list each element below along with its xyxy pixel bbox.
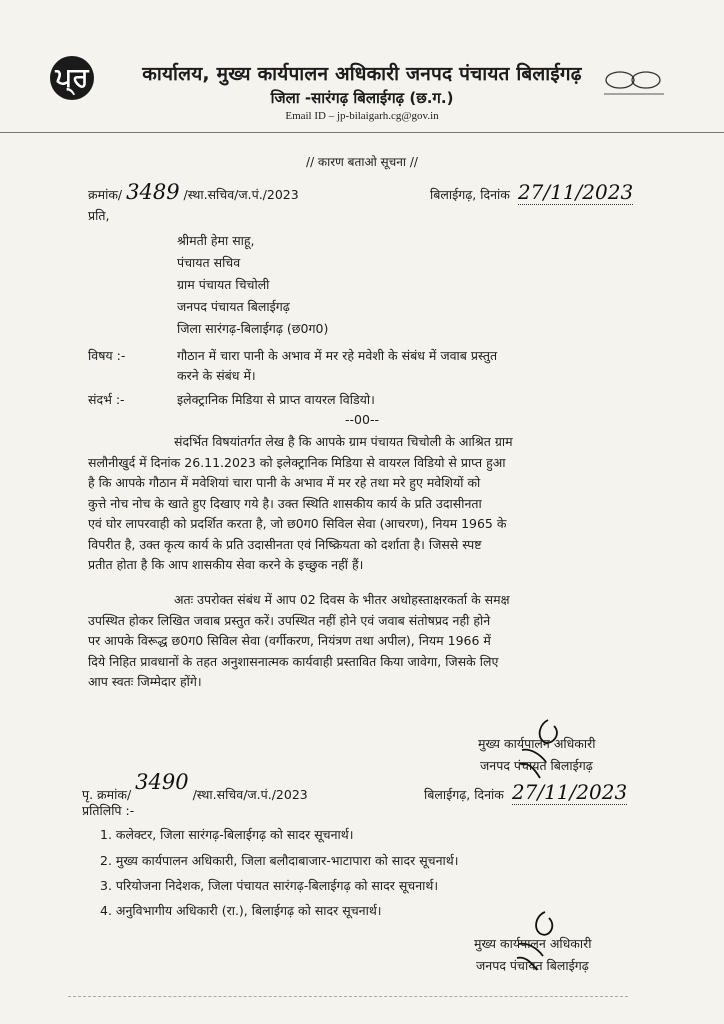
- date2-line: [424, 780, 627, 805]
- subject-text: गौठान में चारा पानी के अभाव में मर रहे मवेशी के संबंध में जवाब प्रस्तुत: [177, 348, 498, 363]
- body-paragraph-2: [88, 590, 636, 693]
- date-value: 27/11/2023: [517, 180, 634, 204]
- para-line: है कि आपके गौठान में मवेशियां चारा पानी के अभाव में मर रहे तथा मरे हुए मवेशियों को: [88, 475, 481, 490]
- kramank-label: क्रमांक/: [88, 187, 123, 202]
- copy-item: 2. मुख्य कार्यपालन अधिकारी, जिला बलौदाबाजार-भाटापारा को सादर सूचनार्थ।: [100, 853, 459, 868]
- para-line: सलौनीखुर्द में दिनांक 26.11.2023 को इलेक्ट्रानिक मिडिया से वायरल विडियो से प्राप्त हुआ: [88, 454, 506, 470]
- footer-divider: [68, 996, 628, 997]
- copy-item: 4. अनुविभागीय अधिकारी (रा.), बिलाईगढ़ को सादर सूचनार्थ।: [100, 903, 382, 918]
- address-line: श्रीमती हेमा साहू,: [177, 233, 255, 248]
- kramank2-line: [82, 770, 308, 804]
- copy-item: 1. कलेक्टर, जिला सारंगढ़-बिलाईगढ़ को सादर सूचनार्थ।: [100, 827, 354, 842]
- address-line: जिला सारंगढ़-बिलाईगढ़ (छ0ग0): [177, 321, 329, 336]
- office-title: कार्यालय, मुख्य कार्यपालन अधिकारी जनपद पंचायत बिलाईगढ़: [142, 63, 582, 85]
- para-line: आप स्वतः जिम्मेदार होंगे।: [88, 674, 202, 689]
- para-line: प्रतीत होता है कि आप शासकीय सेवा करने के इच्छुक नहीं हैं।: [88, 557, 364, 572]
- subject-text: करने के संबंध में।: [177, 368, 256, 383]
- signature-designation: मुख्य कार्यपालन अधिकारी: [478, 736, 596, 751]
- address-line: जनपद पंचायत बिलाईगढ़: [177, 299, 290, 314]
- reference-text: इलेक्ट्रानिक मिडिया से प्राप्त वायरल विडियो।: [177, 392, 375, 407]
- para-line: संदर्भित विषयांतर्गत लेख है कि आपके ग्राम पंचायत चिचोली के आश्रित ग्राम: [174, 434, 513, 449]
- date-label: बिलाईगढ़, दिनांक: [430, 187, 510, 202]
- kramank2-suffix: /स्था.सचिव/ज.पं./2023: [192, 787, 308, 802]
- address-line: ग्राम पंचायत चिचोली: [177, 277, 270, 292]
- signature-office: जनपद पंचायत बिलाईगढ़: [480, 758, 593, 773]
- kramank2-label: पृ. क्रमांक/: [82, 787, 132, 802]
- para-line: उपस्थित होकर लिखित जवाब प्रस्तुत करें। उपस्थित नहीं होने एवं जवाब संतोषप्रद नही होने: [88, 612, 491, 628]
- header-divider: [0, 132, 724, 133]
- reference-label: संदर्भ :-: [88, 392, 125, 407]
- copy-item: 3. परियोजना निदेशक, जिला पंचायत सारंगढ़-बिलाईगढ़ को सादर सूचनार्थ।: [100, 878, 439, 893]
- date-line: [430, 180, 633, 205]
- para-line: दिये निहित प्रावधानों के तहत अनुशासनात्मक कार्यवाही प्रस्तावित किया जावेगा, जिसके लिए: [88, 653, 499, 669]
- para-line: कुत्ते नोच नोच के खाते हुए दिखाए गये है। उक्त स्थिति शासकीय कार्य के प्रति उदासीनता: [88, 495, 482, 511]
- para-line: विपरीत है, उक्त कृत्य कार्य के प्रति उदासीनता एवं निष्क्रियता को दर्शाता है। जिससे स्पष्ट: [88, 536, 482, 552]
- separator: --00--: [345, 412, 379, 427]
- pratilipi-label: प्रतिलिपि :-: [82, 803, 135, 818]
- notice-title: // कारण बताओ सूचना //: [306, 155, 418, 169]
- district-line: जिला -सारंगढ़ बिलाईगढ़ (छ.ग.): [270, 89, 454, 107]
- date2-value: 27/11/2023: [511, 780, 628, 804]
- para-line: पर आपके विरूद्ध छ0ग0 सिविल सेवा (वर्गीकरण, नियंत्रण तथा अपील), नियम 1966 में: [88, 633, 491, 648]
- kramank2-number: 3490: [135, 770, 189, 794]
- para-line: अतः उपरोक्त संबंध में आप 02 दिवस के भीतर अधोहस्ताक्षरकर्ता के समक्ष: [174, 592, 510, 607]
- subject-label: विषय :-: [88, 348, 126, 363]
- date2-label: बिलाईगढ़, दिनांक: [424, 787, 504, 802]
- email-line: Email ID – jp-bilaigarh.cg@gov.in: [285, 110, 439, 122]
- body-paragraph-1: [88, 432, 636, 576]
- signature-office: जनपद पंचायत बिलाईगढ़: [476, 958, 589, 973]
- kramank-number: 3489: [126, 180, 180, 204]
- kramank-line: [88, 180, 299, 204]
- logo-glyph: ਪ੍ਰ: [55, 62, 89, 93]
- address-line: पंचायत सचिव: [177, 255, 241, 270]
- signature-designation: मुख्य कार्यपालन अधिकारी: [474, 936, 592, 951]
- prati-label: प्रति,: [88, 208, 110, 223]
- kramank-suffix: /स्था.सचिव/ज.पं./2023: [183, 187, 299, 202]
- para-line: एवं घोर लापरवाही को प्रदर्शित करता है, जो छ0ग0 सिविल सेवा (आचरण), नियम 1965 के: [88, 516, 507, 531]
